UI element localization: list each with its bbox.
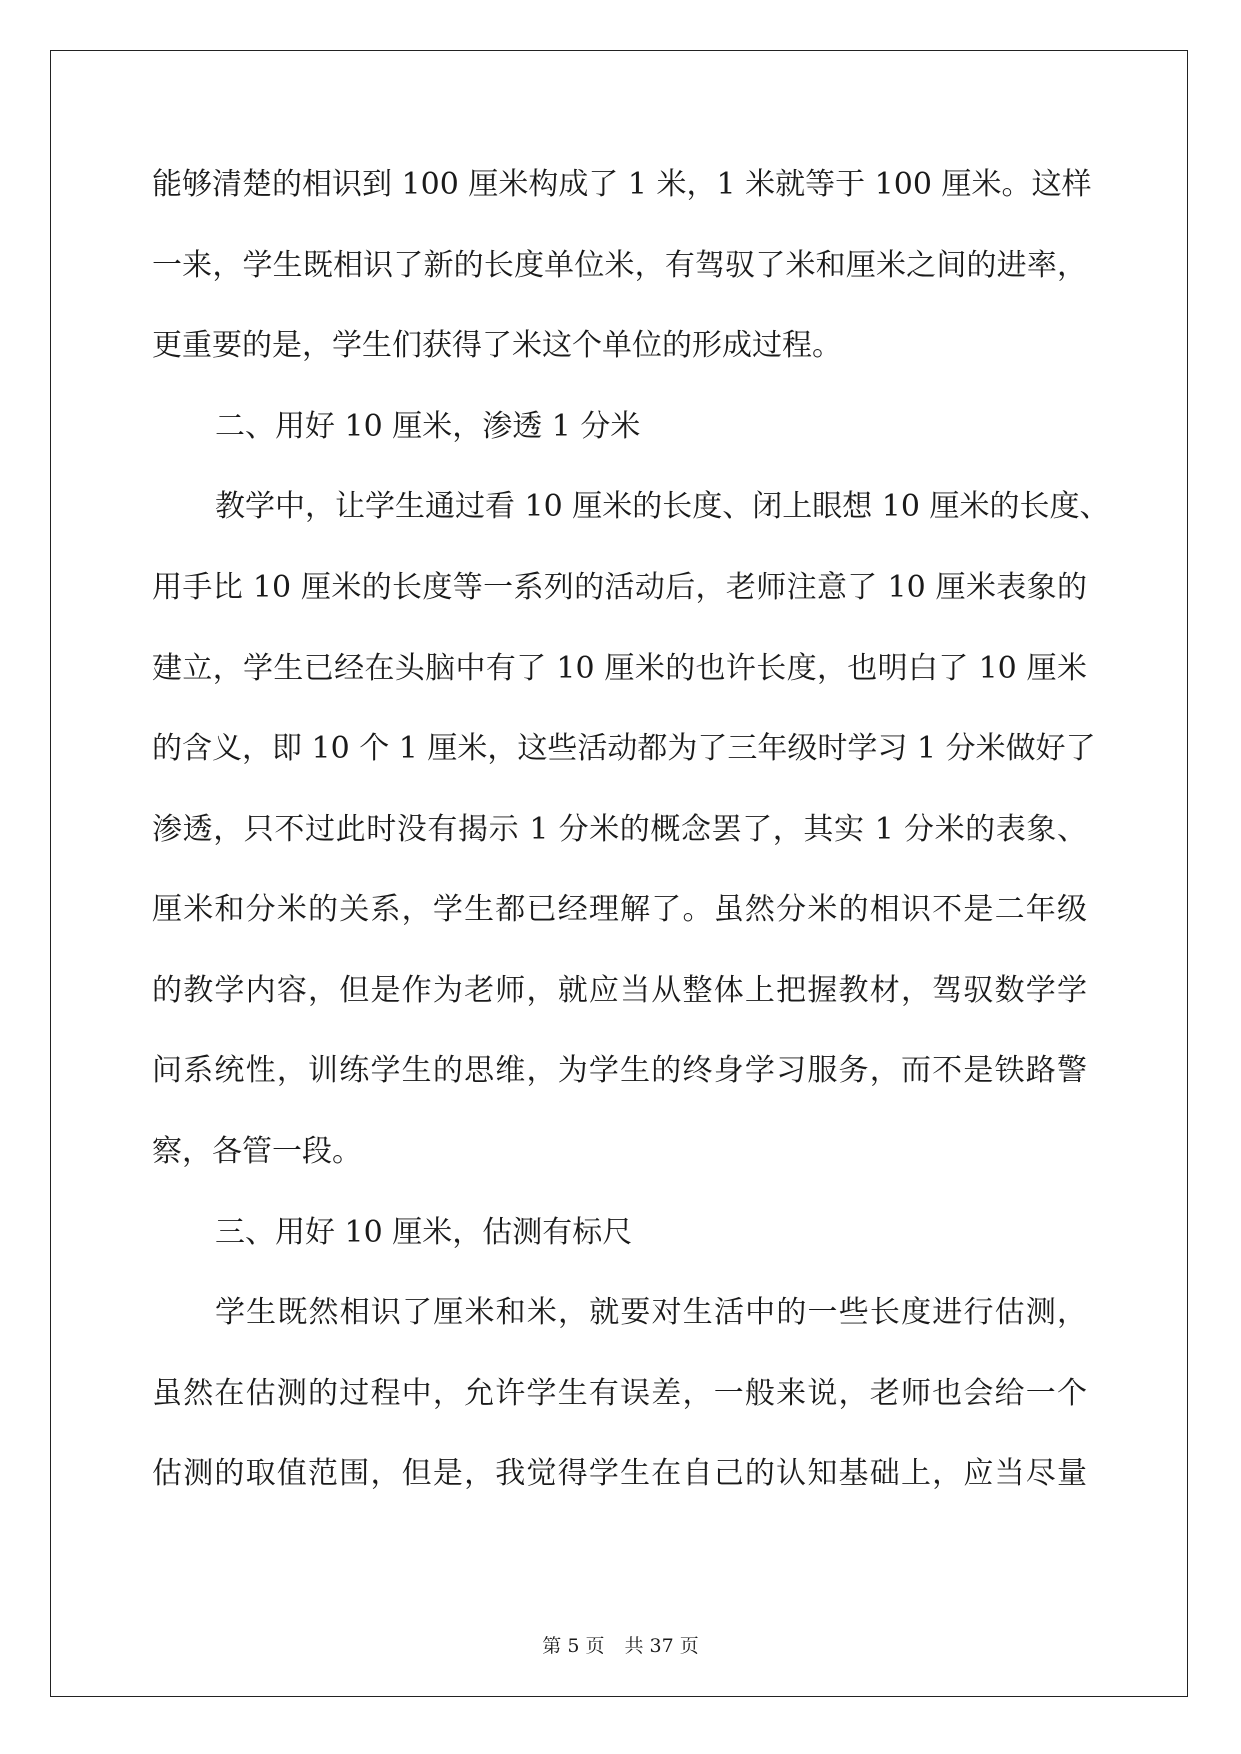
text-line: 厘米和分米的关系，学生都已经理解了。虽然分米的相识不是二年级 xyxy=(152,892,1087,927)
text-line: 问系统性，训练学生的思维，为学生的终身学习服务，而不是铁路警 xyxy=(152,1053,1087,1088)
text-line: 建立，学生已经在头脑中有了 10 厘米的也许长度，也明白了 10 厘米 xyxy=(152,651,1087,686)
text-line: 估测的取值范围，但是，我觉得学生在自己的认知基础上，应当尽量 xyxy=(152,1456,1087,1491)
text-line: 一来，学生既相识了新的长度单位米，有驾驭了米和厘米之间的进率， xyxy=(152,248,1087,283)
text-line: 教学中，让学生通过看 10 厘米的长度、闭上眼想 10 厘米的长度、 xyxy=(215,489,1110,524)
text-line: 能够清楚的相识到 100 厘米构成了 1 米，1 米就等于 100 厘米。这样 xyxy=(152,167,1092,202)
text-line: 更重要的是，学生们获得了米这个单位的形成过程。 xyxy=(152,328,842,363)
text-line: 学生既然相识了厘米和米，就要对生活中的一些长度进行估测， xyxy=(215,1295,1087,1330)
text-line: 虽然在估测的过程中，允许学生有误差，一般来说，老师也会给一个 xyxy=(152,1376,1087,1411)
text-line: 的教学内容，但是作为老师，就应当从整体上把握教材，驾驭数学学 xyxy=(152,973,1087,1008)
section-heading: 三、用好 10 厘米，估测有标尺 xyxy=(215,1215,633,1250)
page-total: 共 37 页 xyxy=(624,1635,699,1657)
page-number: 第 5 页 xyxy=(542,1635,605,1657)
text-line: 渗透，只不过此时没有揭示 1 分米的概念罢了，其实 1 分米的表象、 xyxy=(152,812,1087,847)
section-heading: 二、用好 10 厘米，渗透 1 分米 xyxy=(215,409,641,444)
text-line: 用手比 10 厘米的长度等一系列的活动后，老师注意了 10 厘米表象的 xyxy=(152,570,1087,605)
text-line: 的含义，即 10 个 1 厘米，这些活动都为了三年级时学习 1 分米做好了 xyxy=(152,731,1096,766)
text-line: 察，各管一段。 xyxy=(152,1134,362,1169)
page-border xyxy=(50,50,1188,1697)
page-footer xyxy=(0,1634,1241,1658)
